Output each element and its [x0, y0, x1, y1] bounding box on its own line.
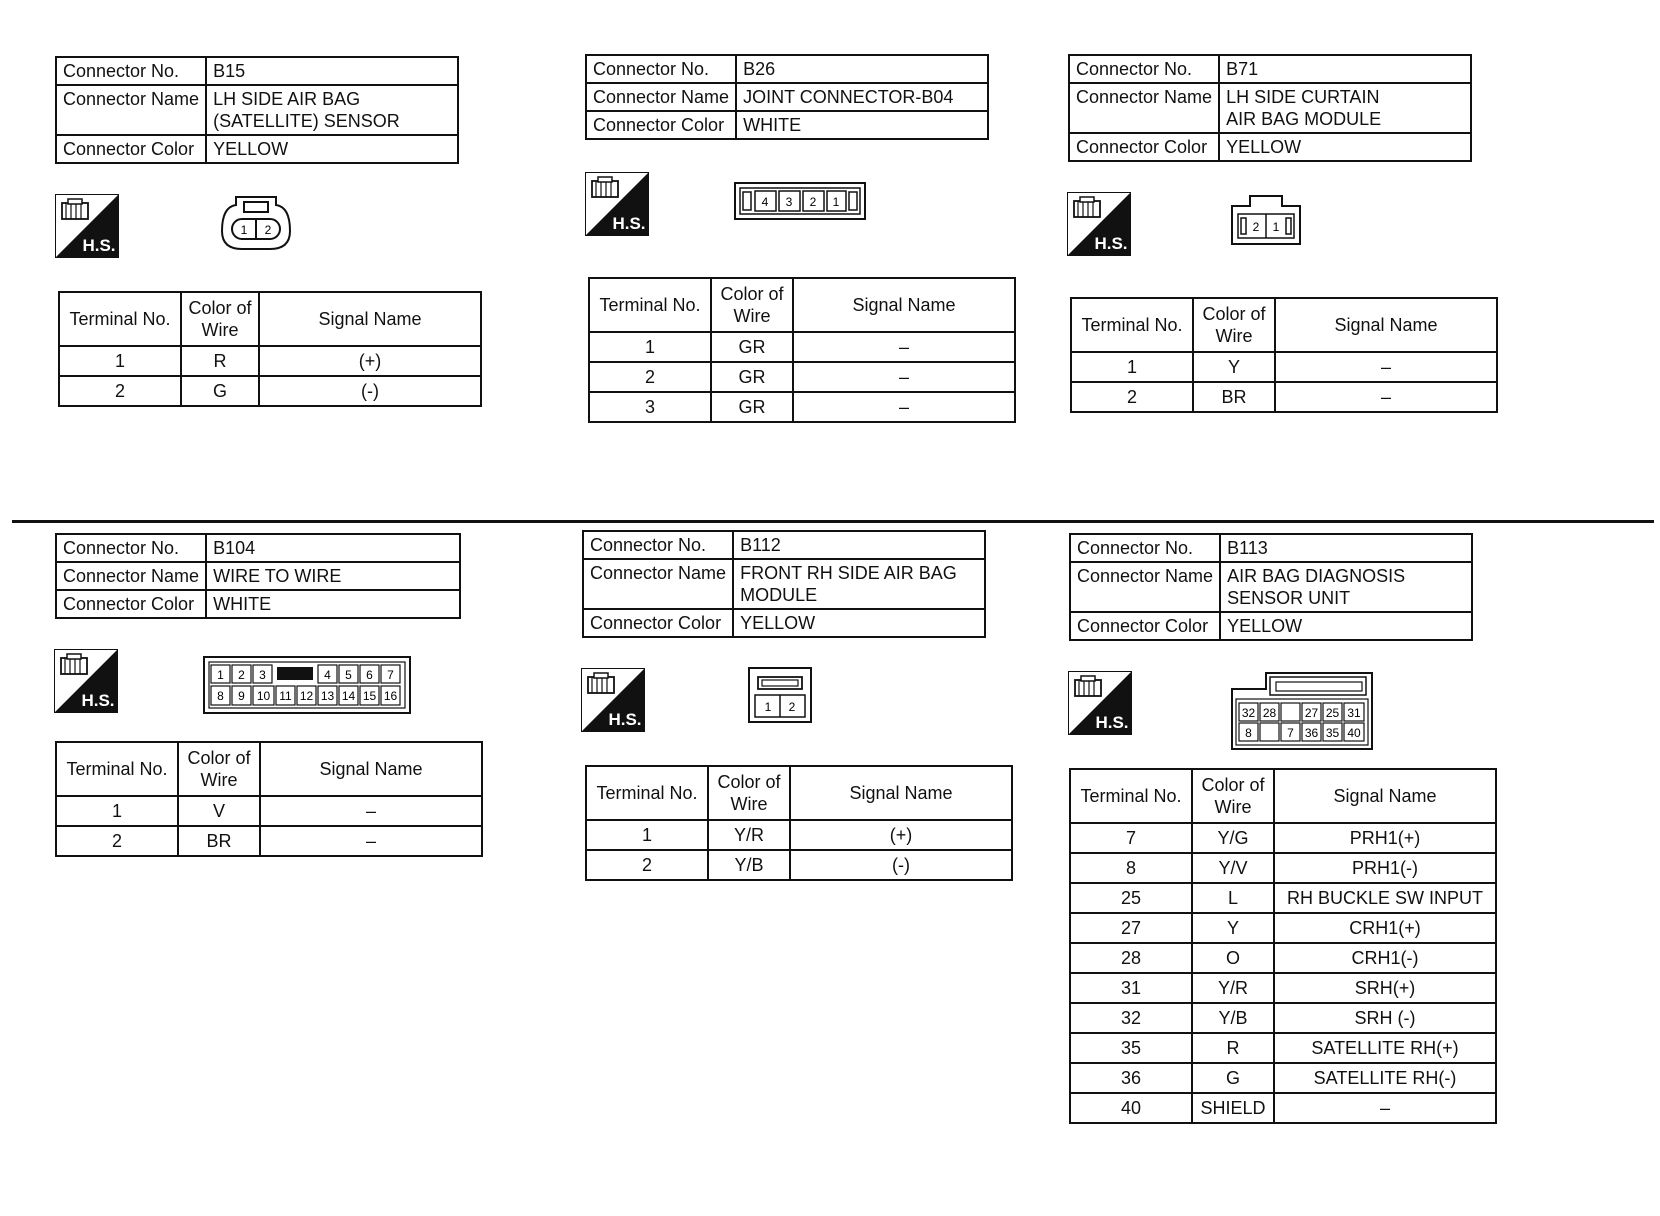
signal-name-header: Signal Name [790, 766, 1012, 820]
terminal-table-b112 [585, 765, 1013, 881]
signal-name: – [793, 332, 1015, 362]
connector-face-diagram [220, 195, 292, 251]
terminal-no: 2 [1071, 382, 1193, 412]
pin-label: 40 [1347, 726, 1361, 740]
wire-color-header: Color of Wire [708, 766, 790, 820]
terminal-no-header: Terminal No. [586, 766, 708, 820]
connector-name-value [733, 559, 985, 609]
pin-label: 10 [256, 689, 271, 703]
signal-name: (-) [259, 376, 481, 406]
connector-no-value: B26 [736, 55, 988, 83]
terminal-header-row [56, 742, 482, 796]
terminal-no: 2 [586, 850, 708, 880]
terminal-no: 35 [1070, 1033, 1192, 1063]
connector-no-row [583, 531, 985, 559]
terminal-no-header: Terminal No. [1071, 298, 1193, 352]
terminal-no-header: Terminal No. [1070, 769, 1192, 823]
terminal-table-b71 [1070, 297, 1498, 413]
connector-no-row [1069, 55, 1471, 83]
connector-info-table [1068, 54, 1472, 162]
connector-name-label: Connector Name [583, 559, 733, 609]
section-divider [12, 520, 1654, 523]
connector-color-value: WHITE [736, 111, 988, 139]
wire-color-header: Color of Wire [711, 278, 793, 332]
wire-color: GR [711, 332, 793, 362]
connector-no-value: B15 [206, 57, 458, 85]
terminal-no: 27 [1070, 913, 1192, 943]
harness-side-icon [581, 668, 645, 732]
connector-name-line: (SATELLITE) SENSOR [213, 111, 400, 131]
terminal-table-b15 [58, 291, 482, 407]
table-row [1070, 1093, 1496, 1123]
hs-label: H.S. [81, 691, 115, 710]
connector-color-label: Connector Color [586, 111, 736, 139]
signal-name: RH BUCKLE SW INPUT [1274, 883, 1496, 913]
connector-face-diagram [203, 656, 411, 714]
connector-name-label: Connector Name [56, 85, 206, 135]
connector-no-row [1070, 534, 1472, 562]
connector-face-diagram [748, 667, 812, 723]
connector-b15 [55, 56, 459, 164]
signal-name-header: Signal Name [1274, 769, 1496, 823]
wire-color: Y/B [1192, 1003, 1274, 1033]
pin-label: 2 [1252, 220, 1260, 234]
terminal-no-header: Terminal No. [56, 742, 178, 796]
connector-color-value: YELLOW [1219, 133, 1471, 161]
connector-b104 [55, 533, 461, 619]
connector-name-row [1069, 83, 1471, 133]
connector-color-value: WHITE [206, 590, 460, 618]
connector-info-table [55, 56, 459, 164]
connector-name-line: FRONT RH SIDE AIR BAG [740, 563, 957, 583]
signal-name: CRH1(-) [1274, 943, 1496, 973]
table-row [1070, 1003, 1496, 1033]
wire-color: Y/B [708, 850, 790, 880]
connector-color-row [583, 609, 985, 637]
harness-side-icon [55, 194, 119, 258]
connector-name-row [1070, 562, 1472, 612]
table-row [586, 850, 1012, 880]
connector-info-table [585, 54, 989, 140]
signal-name: – [1275, 382, 1497, 412]
pin-label: 14 [341, 689, 356, 703]
pin-label: 16 [383, 689, 398, 703]
connector-face-diagram [1230, 194, 1302, 246]
pin-label: 25 [1325, 706, 1340, 720]
terminal-no: 3 [589, 392, 711, 422]
terminal-no: 1 [589, 332, 711, 362]
pin-label: 3 [259, 668, 266, 682]
connector-name-row [583, 559, 985, 609]
signal-name: – [793, 362, 1015, 392]
harness-side-icon [1067, 192, 1131, 256]
connector-no-value: B112 [733, 531, 985, 559]
connector-no-label: Connector No. [583, 531, 733, 559]
table-row [1070, 1033, 1496, 1063]
connector-no-label: Connector No. [1070, 534, 1220, 562]
pin-label: 4 [761, 195, 769, 209]
table-row [56, 796, 482, 826]
connector-color-row [1069, 133, 1471, 161]
terminal-header-row [1071, 298, 1497, 352]
terminal-no: 25 [1070, 883, 1192, 913]
table-row [59, 376, 481, 406]
connector-color-value: YELLOW [733, 609, 985, 637]
pin-label: 13 [320, 689, 335, 703]
signal-name: SRH (-) [1274, 1003, 1496, 1033]
pin-label: 1 [832, 195, 840, 209]
connector-color-row [586, 111, 988, 139]
pin-label: 32 [1241, 706, 1256, 720]
connector-no-row [586, 55, 988, 83]
pin-label: 5 [345, 668, 352, 682]
table-row [56, 826, 482, 856]
terminal-no: 2 [59, 376, 181, 406]
connector-name-row [56, 85, 458, 135]
connector-color-row [1070, 612, 1472, 640]
hs-label: H.S. [1094, 234, 1128, 253]
pin-label: 1 [240, 223, 248, 237]
pin-label: 15 [362, 689, 377, 703]
wire-color: V [178, 796, 260, 826]
wire-color: O [1192, 943, 1274, 973]
connector-no-value: B71 [1219, 55, 1471, 83]
table-row [1070, 853, 1496, 883]
connector-b71 [1068, 54, 1472, 162]
pin-label: 28 [1262, 706, 1277, 720]
signal-name: SRH(+) [1274, 973, 1496, 1003]
pin-label: 4 [324, 668, 331, 682]
terminal-no: 2 [56, 826, 178, 856]
pin-label: 2 [788, 700, 796, 714]
wire-color: Y/G [1192, 823, 1274, 853]
connector-color-value: YELLOW [206, 135, 458, 163]
table-row [589, 332, 1015, 362]
terminal-no: 1 [59, 346, 181, 376]
wire-color-header: Color of Wire [1193, 298, 1275, 352]
connector-info-table [582, 530, 986, 638]
terminal-no: 8 [1070, 853, 1192, 883]
pin-label: 2 [264, 223, 272, 237]
signal-name: CRH1(+) [1274, 913, 1496, 943]
table-row [1071, 382, 1497, 412]
table-row [1070, 973, 1496, 1003]
terminal-header-row [589, 278, 1015, 332]
pin-label: 7 [387, 668, 394, 682]
terminal-no: 31 [1070, 973, 1192, 1003]
connector-name-row [586, 83, 988, 111]
wire-color: Y [1192, 913, 1274, 943]
connector-name-line: AIR BAG DIAGNOSIS [1227, 566, 1406, 586]
connector-no-label: Connector No. [1069, 55, 1219, 83]
wire-color: GR [711, 392, 793, 422]
hs-label: H.S. [1095, 713, 1129, 732]
wire-color: BR [1193, 382, 1275, 412]
connector-b112 [582, 530, 986, 638]
terminal-no: 1 [1071, 352, 1193, 382]
signal-name: (-) [790, 850, 1012, 880]
pin-label: 1 [1272, 220, 1280, 234]
connector-name-value: WIRE TO WIRE [206, 562, 460, 590]
terminal-no: 36 [1070, 1063, 1192, 1093]
connector-no-label: Connector No. [56, 57, 206, 85]
pin-label: 2 [809, 195, 817, 209]
table-row [586, 820, 1012, 850]
terminal-no-header: Terminal No. [59, 292, 181, 346]
wire-color: G [1192, 1063, 1274, 1093]
wire-color: R [181, 346, 259, 376]
wire-color: BR [178, 826, 260, 856]
wire-color-header: Color of Wire [1192, 769, 1274, 823]
terminal-no: 32 [1070, 1003, 1192, 1033]
terminal-no-header: Terminal No. [589, 278, 711, 332]
connector-name-value [1219, 83, 1471, 133]
wire-color: Y/R [1192, 973, 1274, 1003]
pin-label: 12 [299, 689, 314, 703]
table-row [1070, 943, 1496, 973]
harness-side-icon [54, 649, 118, 713]
wire-color: SHIELD [1192, 1093, 1274, 1123]
connector-name-line: AIR BAG MODULE [1226, 109, 1382, 129]
pin-label: 9 [238, 689, 245, 703]
pin-label: 6 [366, 668, 373, 682]
signal-name: – [260, 796, 482, 826]
signal-name: (+) [790, 820, 1012, 850]
pin-label: 36 [1304, 726, 1319, 740]
connector-name-row [56, 562, 460, 590]
connector-color-row [56, 135, 458, 163]
signal-name: – [260, 826, 482, 856]
connector-b26 [585, 54, 989, 140]
signal-name: PRH1(-) [1274, 853, 1496, 883]
connector-color-label: Connector Color [1070, 612, 1220, 640]
table-row [589, 392, 1015, 422]
connector-info-table [55, 533, 461, 619]
pin-label: 27 [1304, 706, 1319, 720]
table-row [1071, 352, 1497, 382]
wire-color-header: Color of Wire [178, 742, 260, 796]
table-row [1070, 823, 1496, 853]
terminal-header-row [59, 292, 481, 346]
pin-label: 35 [1325, 726, 1340, 740]
pin-label: 8 [1245, 726, 1252, 740]
signal-name: – [1274, 1093, 1496, 1123]
connector-name-value [206, 85, 458, 135]
terminal-header-row [1070, 769, 1496, 823]
pin-label: 8 [217, 689, 224, 703]
connector-no-label: Connector No. [56, 534, 206, 562]
pin-label: 3 [785, 195, 793, 209]
pin-label: 11 [279, 689, 292, 703]
connector-no-label: Connector No. [586, 55, 736, 83]
connector-name-line: LH SIDE AIR BAG [213, 89, 361, 109]
connector-name-value [1220, 562, 1472, 612]
connector-face-diagram [1230, 671, 1374, 751]
terminal-header-row [586, 766, 1012, 820]
connector-no-row [56, 534, 460, 562]
terminal-no: 28 [1070, 943, 1192, 973]
table-row [1070, 1063, 1496, 1093]
connector-name-label: Connector Name [1069, 83, 1219, 133]
connector-color-label: Connector Color [583, 609, 733, 637]
connector-name-line: LH SIDE CURTAIN [1226, 87, 1380, 107]
wire-color: L [1192, 883, 1274, 913]
connector-no-row [56, 57, 458, 85]
connector-name-value: JOINT CONNECTOR-B04 [736, 83, 988, 111]
signal-name: PRH1(+) [1274, 823, 1496, 853]
signal-name: – [793, 392, 1015, 422]
hs-label: H.S. [82, 236, 116, 255]
signal-name-header: Signal Name [259, 292, 481, 346]
wire-color: GR [711, 362, 793, 392]
wire-color-header: Color of Wire [181, 292, 259, 346]
table-row [1070, 883, 1496, 913]
connector-name-line: SENSOR UNIT [1227, 588, 1351, 608]
connector-color-label: Connector Color [56, 135, 206, 163]
connector-info-table [1069, 533, 1473, 641]
connector-name-label: Connector Name [1070, 562, 1220, 612]
connector-color-row [56, 590, 460, 618]
terminal-table-b26 [588, 277, 1016, 423]
connector-b113 [1069, 533, 1473, 641]
wire-color: G [181, 376, 259, 406]
hs-label: H.S. [612, 214, 646, 233]
pin-label: 1 [764, 700, 772, 714]
terminal-table-b113 [1069, 768, 1497, 1124]
table-row [59, 346, 481, 376]
wire-color: Y/V [1192, 853, 1274, 883]
connector-color-label: Connector Color [1069, 133, 1219, 161]
signal-name: SATELLITE RH(-) [1274, 1063, 1496, 1093]
signal-name: – [1275, 352, 1497, 382]
connector-name-label: Connector Name [586, 83, 736, 111]
hs-label: H.S. [608, 710, 642, 729]
pin-label: 31 [1347, 706, 1361, 720]
signal-name-header: Signal Name [1275, 298, 1497, 352]
connector-no-value: B104 [206, 534, 460, 562]
connector-name-label: Connector Name [56, 562, 206, 590]
terminal-no: 1 [56, 796, 178, 826]
harness-side-icon [585, 172, 649, 236]
terminal-no: 40 [1070, 1093, 1192, 1123]
signal-name: (+) [259, 346, 481, 376]
pin-label: 2 [238, 668, 245, 682]
wire-color: Y [1193, 352, 1275, 382]
harness-side-icon [1068, 671, 1132, 735]
connector-no-value: B113 [1220, 534, 1472, 562]
terminal-no: 2 [589, 362, 711, 392]
signal-name-header: Signal Name [793, 278, 1015, 332]
table-row [1070, 913, 1496, 943]
signal-name: SATELLITE RH(+) [1274, 1033, 1496, 1063]
connector-color-label: Connector Color [56, 590, 206, 618]
wire-color: R [1192, 1033, 1274, 1063]
terminal-table-b104 [55, 741, 483, 857]
pin-label: 7 [1287, 726, 1294, 740]
table-row [589, 362, 1015, 392]
terminal-no: 7 [1070, 823, 1192, 853]
signal-name-header: Signal Name [260, 742, 482, 796]
connector-name-line: MODULE [740, 585, 818, 605]
wire-color: Y/R [708, 820, 790, 850]
connector-face-diagram [734, 182, 866, 220]
connector-color-value: YELLOW [1220, 612, 1472, 640]
pin-label: 1 [217, 668, 224, 682]
terminal-no: 1 [586, 820, 708, 850]
